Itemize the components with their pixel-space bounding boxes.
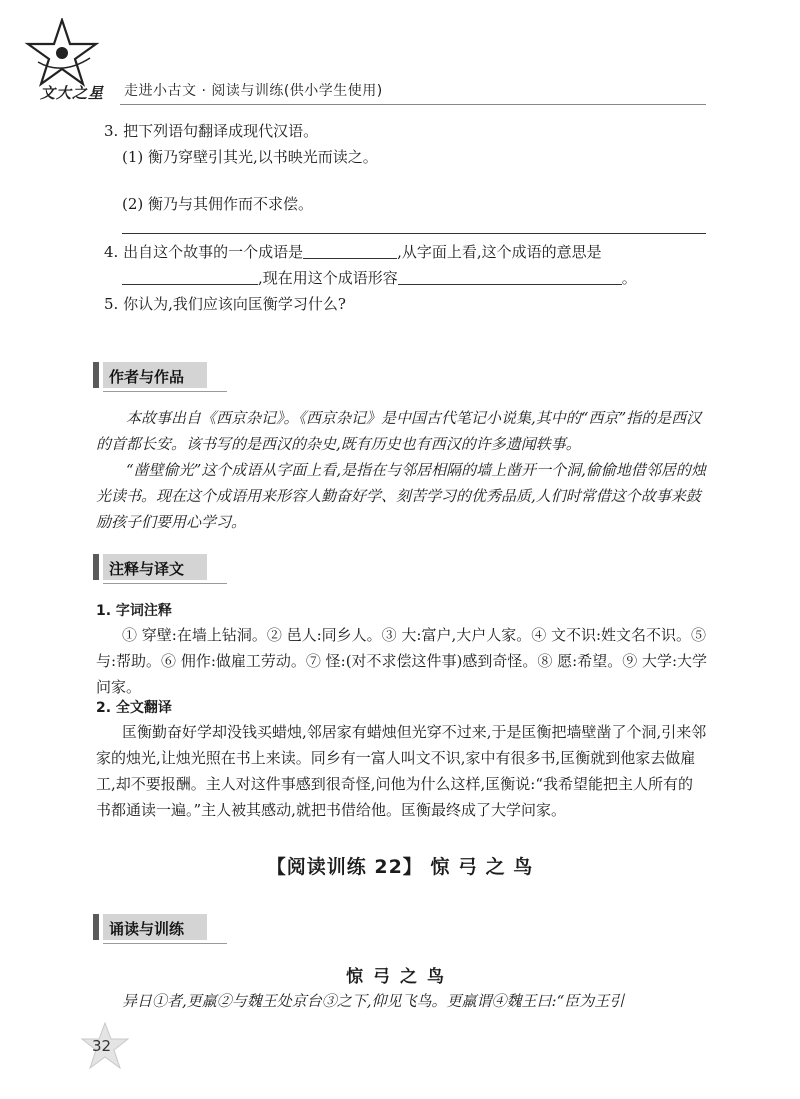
brand-logo [18, 18, 118, 108]
question-3-2: (2) 衡乃与其佣作而不求偿。 [122, 195, 314, 213]
section-title: 诵读与训练 [109, 920, 185, 938]
notes-subheading-2: 2. 全文翻译 [96, 700, 172, 716]
question-4-line-2 [122, 267, 637, 289]
answer-blank-meaning[interactable] [122, 268, 258, 285]
book-title: 走进小古文 · 阅读与训练(供小学生使用) [124, 83, 383, 99]
answer-blank-describe[interactable] [398, 268, 622, 285]
section-title: 作者与作品 [109, 368, 185, 386]
section-title: 注释与译文 [109, 560, 185, 578]
question-3-1: (1) 衡乃穿壁引其光,以书映光而读之。 [122, 148, 378, 166]
question-3: 3. 把下列语句翻译成现代汉语。 [104, 122, 319, 140]
question-5: 5. 你认为,我们应该向匡衡学习什么? [104, 295, 346, 313]
header-divider [120, 104, 706, 105]
word-notes: ① 穿壁:在墙上钻洞。② 邑人:同乡人。③ 大:富户,大户人家。④ 文不识:姓文名不识。⑤ 与:帮助。⑥ 佣作:做雇工劳动。⑦ 怪:(对不求偿这件事)感到奇怪。⑧ 愿:希望。⑨ 大学:大学问家。 [96, 626, 708, 696]
section-heading-reading [93, 910, 233, 944]
author-paragraph-2: “凿壁偷光”这个成语从字面上看,是指在与邻居相隔的墙上凿开一个洞,偷偷地借邻居的烛光读书。现在这个成语用来形容人勤奋好学、刻苦学习的优秀品质,人们时常借这个故事来鼓励孩子们要用心学习。 [96, 461, 706, 531]
answer-line-3-2[interactable] [122, 233, 706, 234]
text-title: 惊弓之鸟 [346, 967, 454, 987]
full-translation: 匡衡勤奋好学却没钱买蜡烛,邻居家有蜡烛但光穿不过来,于是匡衡把墙壁凿了个洞,引来邻家的烛光,让烛光照在书上来读。同乡有一富人叫文不识,家中有很多书,匡衡就到他家去做雇工,却不要报酬。主人对这件事感到很奇怪,问他为什么这样,匡衡说:“我希望能把主人所有的书都通读一遍。”主人被其感动,就把书借给他。匡衡最终成了大学问家。 [96, 723, 707, 819]
question-4-suffix: ,现在用这个成语形容 [258, 269, 398, 287]
author-paragraph-1: 本故事出自《西京杂记》。《西京杂记》是中国古代笔记小说集,其中的“西京”指的是西汉的首都长安。该书写的是西汉的杂史,既有历史也有西汉的许多遗闻轶事。 [96, 409, 702, 453]
question-4-middle: ,从字面上看,这个成语的意思是 [397, 243, 602, 261]
brand-name: 文大之星 [40, 84, 105, 102]
question-4-line [104, 241, 602, 263]
star-logo-icon [18, 18, 118, 88]
section-heading-notes [93, 550, 233, 584]
lesson-title: 【阅读训练 22】 惊 弓 之 鸟 [266, 856, 534, 878]
section-heading-author [93, 358, 233, 392]
question-4-end: 。 [621, 269, 637, 287]
notes-subheading-1: 1. 字词注释 [96, 603, 172, 619]
page-number: 32 [92, 1037, 112, 1055]
answer-blank-idiom[interactable] [303, 242, 397, 259]
question-4-prefix: 4. 出自这个故事的一个成语是 [104, 243, 304, 261]
text-first-line: 异日①者,更羸②与魏王处京台③之下,仰见飞鸟。更羸谓④魏王曰:“臣为王引 [122, 992, 625, 1010]
